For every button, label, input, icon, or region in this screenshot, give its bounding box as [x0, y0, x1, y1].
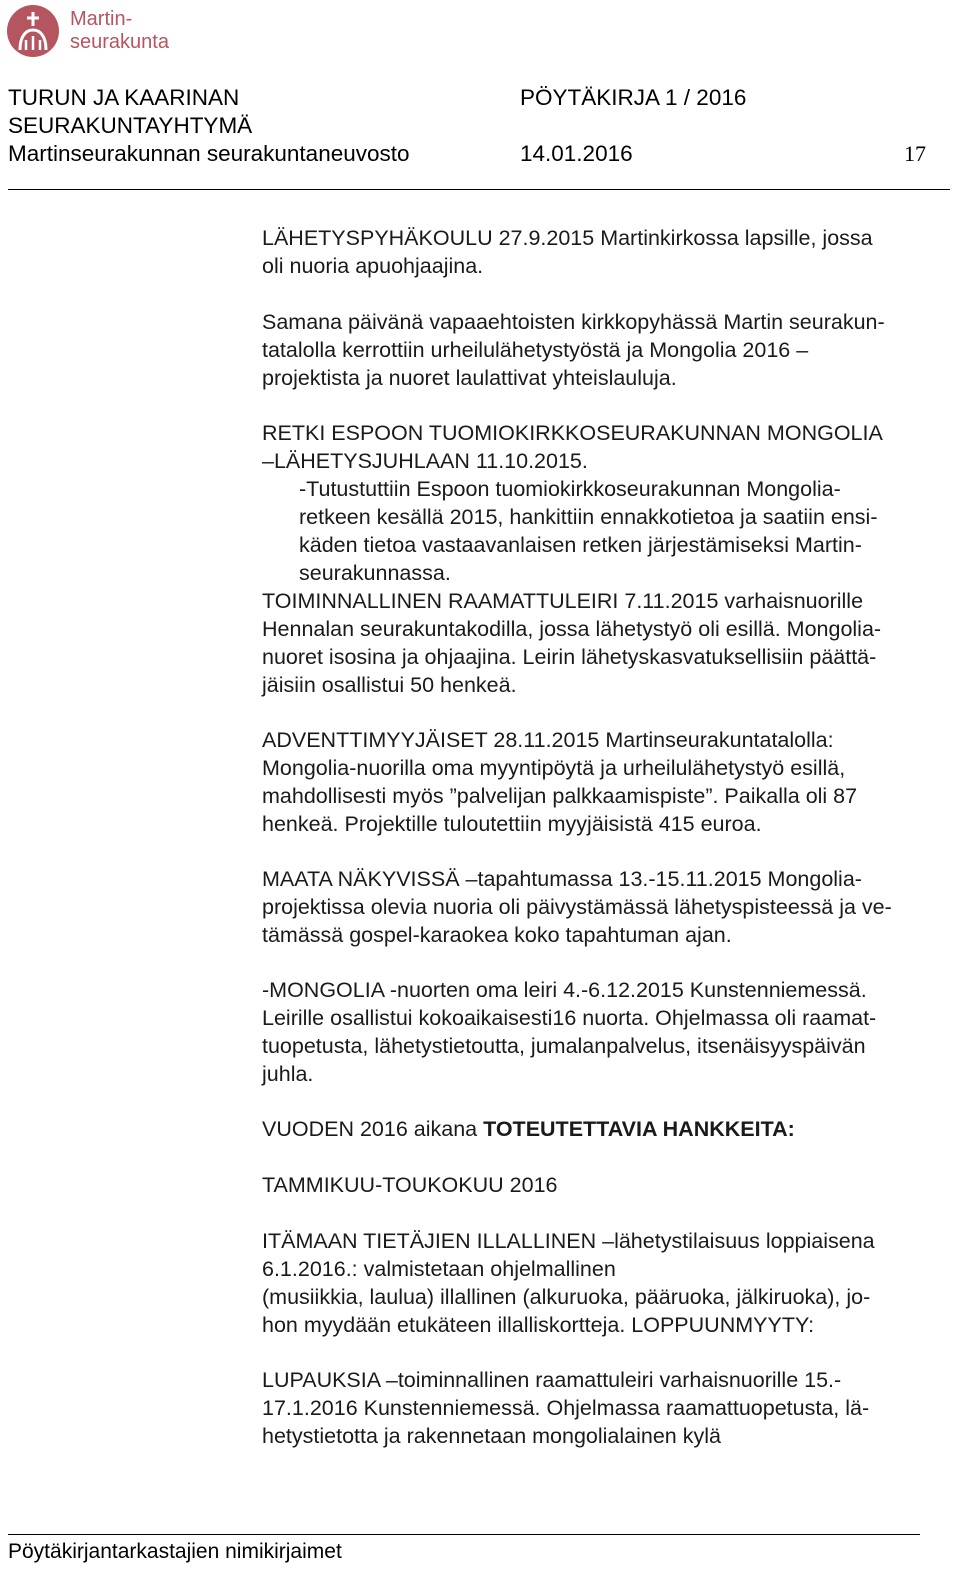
- text-line: Leirille osallistui kokoaikaisesti16 nuorta. Ohjelmassa oli raamat-: [262, 1006, 877, 1030]
- text-line: 17.1.2016 Kunstenniemessä. Ohjelmassa raamattuopetusta, lä-: [262, 1396, 870, 1420]
- text-line: 6.1.2016.: valmistetaan ohjelmallinen: [262, 1257, 616, 1281]
- section-advent-fair: [262, 726, 857, 838]
- text-line: retkeen kesällä 2015, hankittiin ennakkotietoa ja saatiin ensi-: [299, 505, 878, 529]
- text-line: Hennalan seurakuntakodilla, jossa lähetystyö oli esillä. Mongolia-: [262, 617, 882, 641]
- logo-line-2: seurakunta: [70, 31, 169, 53]
- section-mission-sunday-school: [262, 224, 873, 280]
- section-espoo-trip-details: [299, 475, 877, 587]
- council-name: Martinseurakunnan seurakuntaneuvosto: [8, 141, 410, 166]
- section-lupauksia-camp: [262, 1366, 869, 1450]
- church-logo: [6, 4, 206, 60]
- text-line: MAATA NÄKYVISSÄ –tapahtumassa 13.-15.11.2015 Mongolia-: [262, 867, 862, 891]
- footer-divider: [8, 1534, 920, 1535]
- text-line: [262, 1115, 795, 1143]
- text-line: jäisiin osallistui 50 henkeä.: [262, 673, 517, 697]
- text-line: TOIMINNALLINEN RAAMATTULEIRI 7.11.2015 varhaisnuorille: [262, 589, 864, 613]
- section-2016-projects-heading: [262, 1115, 795, 1143]
- org-name-line-1: TURUN JA KAARINAN: [8, 85, 240, 110]
- meeting-date: 14.01.2016: [520, 141, 633, 166]
- text-line: tuopetusta, lähetystietoutta, jumalanpalvelus, itsenäisyyspäivän: [262, 1034, 866, 1058]
- text-line: mahdollisesti myös ”palvelijan palkkaamispiste”. Paikalla oli 87: [262, 784, 858, 808]
- section-volunteer-service: [262, 308, 885, 392]
- footer-initials-label: Pöytäkirjantarkastajien nimikirjaimet: [8, 1540, 342, 1563]
- text-line: hon myydään etukäteen illalliskortteja. LOPPUUNMYYTY:: [262, 1313, 815, 1337]
- text-line: TAMMIKUU-TOUKOKUU 2016: [262, 1173, 558, 1197]
- text-line: -MONGOLIA -nuorten oma leiri 4.-6.12.2015 Kunstenniemessä.: [262, 978, 867, 1002]
- text-line: hetystietotta ja rakennetaan mongolialainen kylä: [262, 1424, 721, 1448]
- text-line: ITÄMAAN TIETÄJIEN ILLALLINEN –lähetystilaisuus loppiaisena: [262, 1229, 875, 1253]
- heading-bold: TOTEUTETTAVIA HANKKEITA:: [483, 1117, 795, 1141]
- text-line: RETKI ESPOON TUOMIOKIRKKOSEURAKUNNAN MONGOLIA: [262, 421, 883, 445]
- text-line: ADVENTTIMYYJÄISET 28.11.2015 Martinseurakuntatalolla:: [262, 728, 834, 752]
- text-line: –LÄHETYSJUHLAAN 11.10.2015.: [262, 449, 588, 473]
- org-name-line-2: SEURAKUNTAYHTYMÄ: [8, 113, 253, 138]
- heading-plain: VUODEN 2016 aikana: [262, 1117, 484, 1141]
- text-line: Samana päivänä vapaaehtoisten kirkkopyhässä Martin seurakun-: [262, 310, 885, 334]
- text-line: juhla.: [262, 1062, 314, 1086]
- parish-emblem-icon: [6, 4, 60, 58]
- text-line: henkeä. Projektille tuloutettiin myyjäisistä 415 euroa.: [262, 812, 762, 836]
- text-line: tatalolla kerrottiin urheilulähetystyöstä ja Mongolia 2016 –: [262, 338, 809, 362]
- document-title: PÖYTÄKIRJA 1 / 2016: [520, 85, 747, 110]
- text-line: projektissa olevia nuoria oli päivystämässä lähetyspisteessä ja ve-: [262, 895, 892, 919]
- text-line: LUPAUKSIA –toiminnallinen raamattuleiri varhaisnuorille 15.-: [262, 1368, 842, 1392]
- text-line: (musiikkia, laulua) illallinen (alkuruoka, pääruoka, jälkiruoka), jo-: [262, 1285, 871, 1309]
- text-line: tämässä gospel-karaokea koko tapahtuman ajan.: [262, 923, 732, 947]
- text-line: -Tutustuttiin Espoon tuomiokirkkoseurakunnan Mongolia-: [299, 477, 841, 501]
- text-line: nuoret isosina ja ohjaajina. Leirin lähetyskasvatuksellisiin päättä-: [262, 645, 877, 669]
- page-number: 17: [904, 141, 926, 166]
- section-espoo-trip: [262, 419, 883, 475]
- text-line: seurakunnassa.: [299, 561, 451, 585]
- text-line: LÄHETYSPYHÄKOULU 27.9.2015 Martinkirkossa lapsille, jossa: [262, 226, 873, 250]
- section-epiphany-dinner: [262, 1227, 875, 1339]
- text-line: Mongolia-nuorilla oma myyntipöytä ja urheilulähetystyö esillä,: [262, 756, 846, 780]
- section-mongolia-camp: [262, 976, 876, 1088]
- text-line: oli nuoria apuohjaajina.: [262, 254, 484, 278]
- text-line: käden tietoa vastaavanlaisen retken järjestämiseksi Martin-: [299, 533, 862, 557]
- section-bible-camp: [262, 587, 881, 699]
- text-line: projektista ja nuoret laulattivat yhteislauluja.: [262, 366, 677, 390]
- logo-line-1: Martin-: [70, 8, 133, 30]
- header-divider: [8, 189, 950, 190]
- section-maata-nakyvissa: [262, 865, 892, 949]
- section-period-heading: [262, 1171, 557, 1199]
- logo-wordmark: [70, 8, 169, 54]
